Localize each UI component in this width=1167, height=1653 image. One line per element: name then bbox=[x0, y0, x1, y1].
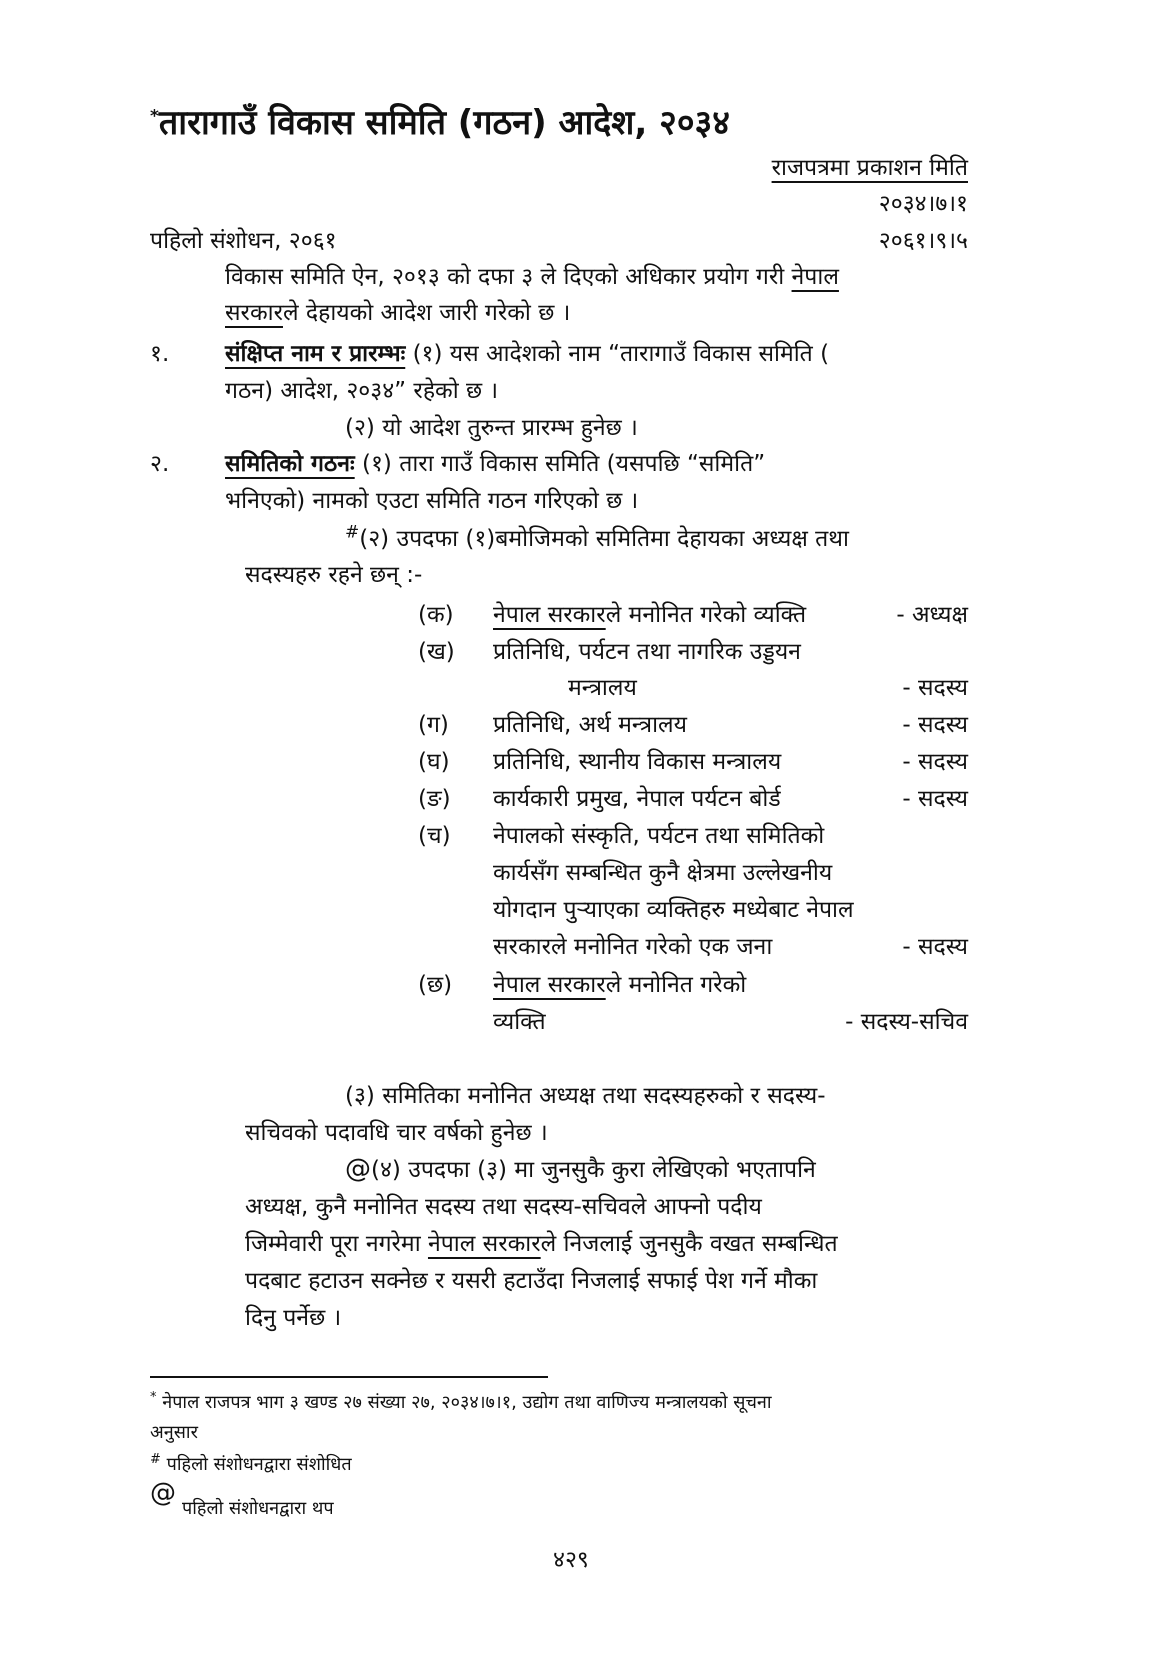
gazette-label: राजपत्रमा प्रकाशन मिति bbox=[771, 155, 968, 181]
footnote-1-mark: * bbox=[150, 1390, 157, 1405]
preamble-text-2a: सरकार bbox=[225, 300, 283, 326]
member-kha-line-1: प्रतिनिधि, पर्यटन तथा नागरिक उड्डयन bbox=[493, 639, 801, 665]
member-cha-line-1: नेपालको संस्कृति, पर्यटन तथा समितिको bbox=[493, 823, 825, 849]
member-ka-text-a: नेपाल सरकार bbox=[493, 602, 606, 628]
footnote-3-mark: @ bbox=[150, 1478, 176, 1508]
section-2-line-1 bbox=[225, 446, 765, 478]
title-footnote-mark: * bbox=[150, 106, 159, 127]
section-1-heading: संक्षिप्त नाम र प्रारम्भः bbox=[225, 341, 406, 367]
member-nga-role: - सदस्य bbox=[902, 786, 968, 812]
preamble-line-1 bbox=[225, 259, 839, 291]
section-2-subsection-3-line-1: (३) समितिका मनोनित अध्यक्ष तथा सदस्यहरुको र सदस्य- bbox=[345, 1083, 826, 1109]
amendment-mark-hash: # bbox=[345, 522, 360, 543]
member-ga-role: - सदस्य bbox=[902, 712, 968, 738]
preamble-text-2b: ले देहायको आदेश जारी गरेको छ । bbox=[282, 300, 571, 326]
section-2-subsection-2-line-2: सदस्यहरु रहने छन् :- bbox=[245, 562, 423, 588]
footnote-2-text: पहिलो संशोधनद्वारा संशोधित bbox=[160, 1454, 352, 1475]
section-1-text-1: (१) यस आदेशको नाम “तारागाउँ विकास समिति ( bbox=[405, 341, 830, 367]
member-cha-line-2: कार्यसँग सम्बन्धित कुनै क्षेत्रमा उल्लेखनीय bbox=[493, 860, 833, 886]
section-2-text-1: (१) तारा गाउँ विकास समिति (यसपछि “समिति” bbox=[354, 451, 766, 477]
section-2-subsection-4-line-1 bbox=[345, 1152, 816, 1184]
member-cha-role: - सदस्य bbox=[902, 934, 968, 960]
member-cha-line-4: सरकारले मनोनित गरेको एक जना bbox=[493, 934, 773, 960]
amendment-date: २०६१।९।५ bbox=[878, 228, 968, 254]
subsection-4-text-3b: नेपाल सरकार bbox=[427, 1231, 541, 1257]
member-gha-label: (घ) bbox=[418, 749, 450, 775]
section-1-line-2: गठन) आदेश, २०३४” रहेको छ । bbox=[225, 378, 499, 404]
member-chha-text-b: ले मनोनित गरेको bbox=[605, 972, 747, 998]
subsection-2-text: (२) उपदफा (१)बमोजिमको समितिमा देहायका अध्यक्ष तथा bbox=[359, 526, 849, 552]
member-ka-text bbox=[493, 597, 806, 629]
member-kha-label: (ख) bbox=[418, 639, 455, 665]
member-kha-line-2: मन्त्रालय bbox=[568, 675, 637, 701]
member-nga-label: (ङ) bbox=[418, 786, 451, 812]
title-text: तारागाउँ विकास समिति (गठन) आदेश, २०३४ bbox=[158, 103, 730, 143]
preamble-text-1b: नेपाल bbox=[791, 264, 839, 290]
preamble-line-2 bbox=[225, 295, 570, 327]
subsection-4-text-3a: जिम्मेवारी पूरा नगरेमा bbox=[245, 1231, 428, 1257]
footnote-divider bbox=[150, 1376, 548, 1378]
section-1-line-1 bbox=[225, 336, 829, 368]
member-chha-text-a: नेपाल सरकार bbox=[493, 972, 606, 998]
page-title bbox=[150, 98, 730, 144]
section-2-subsection-2-line-1 bbox=[345, 521, 849, 553]
footnote-1-line-2: अनुसार bbox=[150, 1422, 198, 1443]
member-nga-text: कार्यकारी प्रमुख, नेपाल पर्यटन बोर्ड bbox=[493, 786, 781, 812]
preamble-text-1a: विकास समिति ऐन, २०१३ को दफा ३ ले दिएको अधिकार प्रयोग गरी bbox=[225, 264, 792, 290]
section-2-heading: समितिको गठनः bbox=[225, 451, 355, 477]
member-chha-line-1 bbox=[493, 967, 746, 999]
footnote-1-line-1 bbox=[150, 1390, 772, 1414]
member-ka-label: (क) bbox=[418, 602, 454, 628]
member-ka-text-b: ले मनोनित गरेको व्यक्ति bbox=[605, 602, 807, 628]
subsection-4-text-1: (४) उपदफा (३) मा जुनसुकै कुरा लेखिएको भएतापनि bbox=[371, 1157, 816, 1183]
section-2-subsection-4-line-3 bbox=[245, 1226, 838, 1258]
amendment-mark-at: @ bbox=[345, 1154, 371, 1184]
section-1-subsection-2: (२) यो आदेश तुरुन्त प्रारम्भ हुनेछ । bbox=[345, 415, 638, 441]
footnote-3-text: पहिलो संशोधनद्वारा थप bbox=[182, 1498, 334, 1519]
footnote-2 bbox=[150, 1452, 352, 1476]
member-cha-label: (च) bbox=[418, 823, 451, 849]
member-chha-line-2: व्यक्ति bbox=[493, 1009, 546, 1035]
section-2-line-2: भनिएको) नामको एउटा समिति गठन गरिएको छ । bbox=[225, 488, 639, 514]
member-chha-role: - सदस्य-सचिव bbox=[845, 1009, 968, 1035]
footnote-1-text: नेपाल राजपत्र भाग ३ खण्ड २७ संख्या २७, २०३४।७।१, उद्योग तथा वाणिज्य मन्त्रालयको सूचना bbox=[156, 1392, 772, 1413]
amendment-label: पहिलो संशोधन, २०६१ bbox=[150, 228, 337, 254]
member-ga-label: (ग) bbox=[418, 712, 449, 738]
footnote-2-mark: # bbox=[150, 1452, 161, 1467]
section-2-subsection-3-line-2: सचिवको पदावधि चार वर्षको हुनेछ । bbox=[245, 1120, 548, 1146]
section-2-number: २. bbox=[150, 451, 170, 477]
section-1-number: १. bbox=[150, 341, 170, 367]
member-chha-label: (छ) bbox=[418, 972, 453, 998]
page-number: ४२९ bbox=[553, 1547, 589, 1573]
member-gha-role: - सदस्य bbox=[902, 749, 968, 775]
gazette-date: २०३४।७।१ bbox=[878, 191, 968, 217]
member-gha-text: प्रतिनिधि, स्थानीय विकास मन्त्रालय bbox=[493, 749, 782, 775]
section-2-subsection-4-line-5: दिनु पर्नेछ । bbox=[245, 1305, 342, 1331]
member-ga-text: प्रतिनिधि, अर्थ मन्त्रालय bbox=[493, 712, 687, 738]
section-2-subsection-4-line-2: अध्यक्ष, कुनै मनोनित सदस्य तथा सदस्य-सचिवले आफ्नो पदीय bbox=[245, 1194, 762, 1220]
member-cha-line-3: योगदान पुऱ्याएका व्यक्तिहरु मध्येबाट नेपाल bbox=[493, 897, 854, 923]
section-2-subsection-4-line-4: पदबाट हटाउन सक्नेछ र यसरी हटाउँदा निजलाई सफाई पेश गर्ने मौका bbox=[245, 1268, 818, 1294]
member-ka-role: - अध्यक्ष bbox=[896, 602, 968, 628]
member-kha-role: - सदस्य bbox=[902, 675, 968, 701]
subsection-4-text-3c: ले निजलाई जुनसुकै वखत सम्बन्धित bbox=[540, 1231, 838, 1257]
